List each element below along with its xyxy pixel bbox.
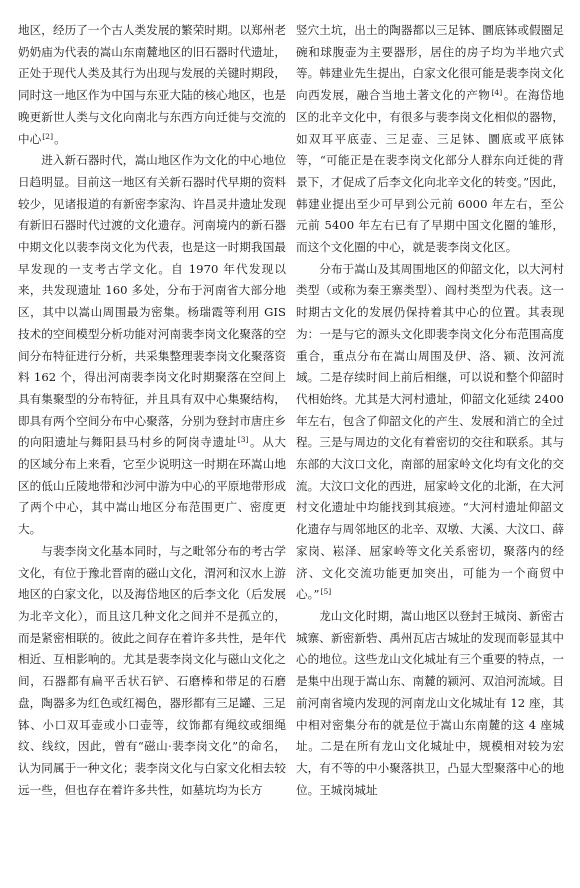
paragraph (18, 20, 286, 150)
text-run: 。在海岱地区的北辛文化中，有很多与裴李岗文化相似的器物，如双耳平底壶、三足壶、三足钵、圜底或平底钵等，“可能正是在裴李岗文化部分人群东向迁徙的背景下，才促成了后李文化向北辛文化的转变。”因此，韩建业提出至少可早到公元前 6000 年左右，至公元前 5400 年左右已有了早期中国文化圈的雏形，而这个文化圈的中心，就是裴李岗文化区。 (296, 88, 564, 255)
text-run: 进入新石器时代，嵩山地区作为文化的中心地位日趋明显。目前这一地区有关新石器时代早期的资料较少，见诸报道的有新密李家沟、许昌灵井遗址发现有新旧石器时代过渡的文化遗存。河南境内的新石器中期文化以裴李岗文化为代表，也是这一时期我国最早发现的一支考古学文化。自 1970 年代发现以来，共发现遗址 160 多处，分布于河南省大部分地区，其中以嵩山周围最为密集。杨瑞霞等利用 GIS 技术的空间模型分析功能对河南裴李岗文化聚落的空间分布特征进行分析，共采集整理裴李岗文化聚落资料 162 个，得出河南裴李岗文化时期聚落在空间上具有集聚型的分布特征，并且具有双中心集聚结构，即具有两个空间分布中心聚落，分别为登封市唐庄乡的向阳遗址与舞阳县马村乡的阿岗寺遗址 (18, 153, 286, 450)
text-run: 龙山文化时期，嵩山地区以登封王城岗、新密古城寨、新密新砦、禹州瓦店古城址的发现而彰显其中心的地位。这些龙山文化城址有三个重要的特点，一是集中出现于嵩山东、南麓的颍河、双洎河流域。目前河南省境内发现的河南龙山文化城址有 12 座，其中相对密集分布的就是位于嵩山东南麓的这 4 座城址。二是在所有龙山文化城址中，规模相对较为宏大，有不等的中小聚落拱卫，凸显大型聚落中心的地位。王城岗城址 (296, 608, 564, 797)
paragraph (296, 20, 564, 259)
text-run: 竖穴土坑，出土的陶器都以三足钵、圜底钵或假圈足碗和球腹壶为主要器形，居住的房子均为半地穴式等。韩建业先生提出，白家文化很可能是裴李岗文化向西发展，融合当地土著文化的产物 (296, 23, 564, 103)
citation-ref: [5] (320, 587, 332, 597)
paragraph (18, 150, 286, 541)
text-run: 。从大的区域分布上来看，它至少说明这一时期在环嵩山地区的低山丘陵地带和沙河中游为中心的平原地带形成了两个中心，其中嵩山地区分布范围更广、密度更大。 (18, 435, 286, 537)
text-run: 与裴李岗文化基本同时，与之毗邻分布的考古学文化，有位于豫北晋南的磁山文化，渭河和汉水上游地区的白家文化，以及海岱地区的后李文化（后发展为北辛文化），而且这几种文化之间并不是孤立的，而是紧密相联的。彼此之间存在着许多共性，是年代相近、互相影响的。尤其是裴李岗文化与磁山文化之间，石器都有扁平舌状石铲、石磨棒和带足的石磨盘，陶器多为红色或红褐色，器形都有三足罐、三足钵、小口双耳壶或小口壶等，纹饰都有绳纹或细绳纹、线纹，因此，曾有“磁山·裴李岗文化”的命名，认为同属于一种文化；裴李岗文化与白家文化相去较远一些，但也存在着许多共性，如墓坑均为长方 (18, 543, 286, 797)
paragraph (296, 259, 564, 606)
right-column (296, 20, 564, 870)
text-run: 分布于嵩山及其周围地区的仰韶文化，以大河村类型（或称为秦王寨类型）、阎村类型为代表。这一时期古文化的发展仍保持着其中心的位置。其表现为：一是与它的源头文化即裴李岗文化分布范围高度重合，重点分布在嵩山周围及伊、洛、颍、汝河流域。二是存续时间上前后相继，可以说和整个仰韶时代相始终。尤其是大河村遗址，仰韶文化延续 2400 年左右，包含了仰韶文化的产生、发展和消亡的全过程。三是与周边的文化有着密切的交往和联系。其与东部的大汶口文化，南部的屈家岭文化均有文化的交流。大汶口文化的西进，屈家岭文化的北渐，在大河村文化遗址中均能找到其痕迹。“大河村遗址仰韶文化遗存与周邻地区的北辛、双墩、大溪、大汶口、薛家岗、崧泽、屈家岭等文化关系密切，聚落内的经济、文化交流功能更加突出，可能为一个商贸中心。” (296, 261, 564, 602)
text-run: 。 (54, 131, 66, 146)
text-run: 地区，经历了一个古人类发展的繁荣时期。以郑州老奶奶庙为代表的嵩山东南麓地区的旧石器时代遗址，正处于现代人类及其行为出现与发展的关键时期段，同时这一地区作为中国与东亚大陆的核心地区，也是晚更新世人类与文化向南北与东西方向迁徙与交流的中心 (18, 23, 286, 146)
citation-ref: [3] (237, 435, 249, 445)
citation-ref: [4] (491, 88, 503, 98)
citation-ref: [2] (42, 131, 54, 141)
paragraph (296, 606, 564, 801)
paragraph (18, 541, 286, 801)
left-column (18, 20, 286, 870)
